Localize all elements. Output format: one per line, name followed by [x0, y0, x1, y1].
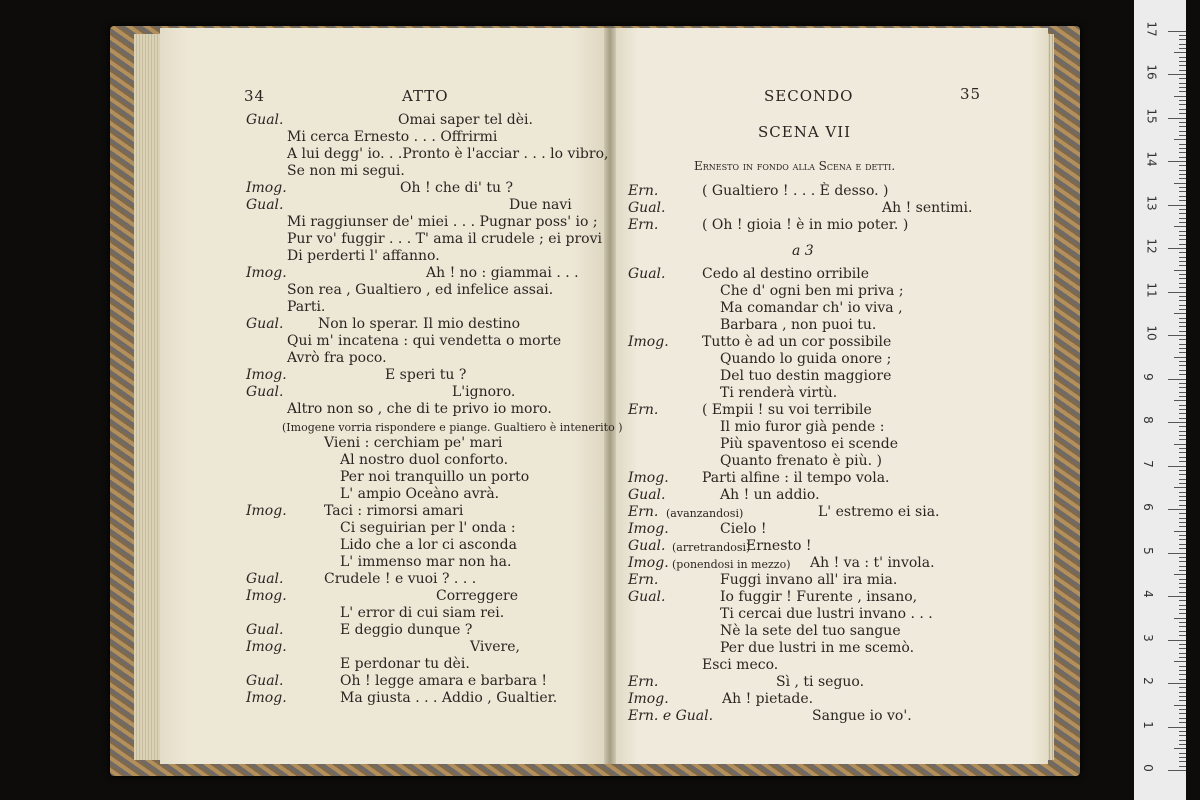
speaker-label: Gual. — [246, 622, 284, 638]
ruler-tick — [1179, 235, 1186, 236]
ruler-tick — [1179, 731, 1186, 732]
speaker-label: Imog. — [246, 180, 287, 196]
ruler-tick — [1179, 352, 1186, 353]
ruler-tick — [1174, 313, 1186, 314]
ruler-tick — [1179, 196, 1186, 197]
verse-line: Il mio furor già pende : — [720, 419, 885, 435]
ruler-tick — [1179, 144, 1186, 145]
ruler-tick — [1174, 574, 1186, 575]
verse-line: Che d' ogni ben mi priva ; — [720, 283, 904, 299]
ruler-tick — [1174, 531, 1186, 532]
ruler-tick — [1168, 379, 1186, 380]
speaker-label: Imog. — [628, 334, 669, 350]
ruler-tick — [1179, 157, 1186, 158]
measuring-ruler — [1134, 0, 1186, 800]
ruler-tick — [1179, 413, 1186, 414]
verse-line: Del tuo destin maggiore — [720, 368, 892, 384]
ruler-tick — [1179, 418, 1186, 419]
ruler-label: 0 — [1140, 764, 1155, 772]
ruler-tick — [1179, 35, 1186, 36]
ruler-tick — [1168, 248, 1186, 249]
ruler-tick — [1179, 670, 1186, 671]
ruler-tick — [1179, 679, 1186, 680]
verse-line: Cedo al destino orribile — [702, 266, 870, 282]
ruler-tick — [1174, 139, 1186, 140]
ruler-tick — [1168, 509, 1186, 510]
ruler-tick — [1179, 526, 1186, 527]
ruler-tick — [1179, 104, 1186, 105]
ruler-tick — [1179, 309, 1186, 310]
ruler-tick — [1179, 278, 1186, 279]
verse-line: Sì , ti seguo. — [776, 674, 865, 690]
ruler-tick — [1179, 687, 1186, 688]
speaker-label: Ern. — [628, 402, 659, 418]
ruler-tick — [1179, 518, 1186, 519]
ruler-tick — [1179, 718, 1186, 719]
verse-line: Crudele ! e vuoi ? . . . — [324, 571, 477, 587]
verse-line: Pur vo' fuggir . . . T' ama il crudele ; ei provi — [287, 231, 602, 247]
ruler-label: 13 — [1144, 194, 1159, 211]
ruler-tick — [1179, 522, 1186, 523]
verse-line: Esci meco. — [702, 657, 779, 673]
ruler-tick — [1168, 205, 1186, 206]
ruler-label: 10 — [1144, 325, 1159, 341]
ruler-label: 16 — [1144, 64, 1159, 80]
a-tre-marker: a 3 — [792, 243, 814, 259]
ruler-tick — [1179, 674, 1186, 675]
ruler-tick — [1179, 339, 1186, 340]
ruler-tick — [1168, 466, 1186, 467]
ruler-tick — [1179, 566, 1186, 567]
ruler-tick — [1179, 409, 1186, 410]
speaker-label: Imog. — [628, 521, 669, 537]
verse-line: Se non mi segui. — [287, 163, 405, 179]
verse-line: Ci seguirian per l' onda : — [340, 520, 516, 536]
ruler-tick — [1179, 383, 1186, 384]
speaker-label: Imog. — [246, 503, 287, 519]
ruler-tick — [1179, 757, 1186, 758]
ruler-tick — [1179, 644, 1186, 645]
ruler-tick — [1179, 609, 1186, 610]
verse-line: E deggio dunque ? — [340, 622, 473, 638]
speaker-label: Imog. — [628, 691, 669, 707]
verse-line: L' error di cui siam rei. — [340, 605, 505, 621]
ruler-tick — [1179, 626, 1186, 627]
speaker-label: Gual. — [246, 112, 284, 128]
ruler-tick — [1179, 100, 1186, 101]
speaker-label: Gual. — [628, 200, 666, 216]
ruler-tick — [1174, 357, 1186, 358]
verse-line: Ah ! va : t' invola. — [810, 555, 935, 571]
ruler-tick — [1179, 365, 1186, 366]
ruler-tick — [1179, 500, 1186, 501]
ruler-label: 6 — [1140, 503, 1155, 511]
speaker-label: Imog. — [246, 690, 287, 706]
ruler-tick — [1179, 713, 1186, 714]
ruler-label: 9 — [1140, 372, 1155, 381]
ruler-tick — [1179, 122, 1186, 123]
verse-line: L' estremo ei sia. — [818, 504, 940, 520]
verse-line: Mi cerca Ernesto . . . Offrirmi — [287, 129, 498, 145]
verse-line: Per noi tranquillo un porto — [340, 469, 530, 485]
ruler-tick — [1179, 222, 1186, 223]
ruler-tick — [1179, 600, 1186, 601]
ruler-tick — [1174, 400, 1186, 401]
verse-line: Oh ! che di' tu ? — [400, 180, 513, 196]
verse-line: Al nostro duol conforto. — [340, 452, 509, 468]
ruler-label: 1 — [1140, 720, 1155, 729]
verse-line: Correggere — [436, 588, 518, 604]
ruler-tick — [1174, 618, 1186, 619]
ruler-tick — [1179, 239, 1186, 240]
ruler-tick — [1174, 748, 1186, 749]
ruler-tick — [1168, 770, 1186, 771]
verse-line: Tutto è ad un cor possibile — [702, 334, 892, 350]
speaker-label: Ern. — [628, 183, 659, 199]
ruler-tick — [1179, 113, 1186, 114]
ruler-tick — [1179, 448, 1186, 449]
stage-direction: (avanzandosi) — [666, 507, 744, 520]
ruler-tick — [1179, 126, 1186, 127]
verse-line: Io fuggir ! Furente , insano, — [720, 589, 918, 605]
ruler-tick — [1179, 39, 1186, 40]
ruler-tick — [1168, 640, 1186, 641]
ruler-tick — [1179, 274, 1186, 275]
ruler-tick — [1179, 483, 1186, 484]
verse-line: Avrò fra poco. — [287, 350, 387, 366]
ruler-tick — [1179, 635, 1186, 636]
ruler-tick — [1168, 31, 1186, 32]
ruler-tick — [1179, 131, 1186, 132]
ruler-tick — [1168, 596, 1186, 597]
verse-line: E perdonar tu dèi. — [340, 656, 470, 672]
ruler-tick — [1174, 183, 1186, 184]
ruler-tick — [1179, 191, 1186, 192]
verse-line: Sangue io vo'. — [812, 708, 912, 724]
ruler-tick — [1179, 548, 1186, 549]
ruler-tick — [1168, 727, 1186, 728]
ruler-tick — [1179, 257, 1186, 258]
speaker-label: Imog. — [246, 588, 287, 604]
verse-line: L' immenso mar non ha. — [340, 554, 512, 570]
ruler-tick — [1168, 74, 1186, 75]
verse-line: Vieni : cerchiam pe' mari — [324, 435, 503, 451]
ruler-label: 14 — [1144, 151, 1159, 167]
ruler-label: 3 — [1140, 633, 1155, 642]
ruler-tick — [1179, 392, 1186, 393]
speaker-label: Imog. — [628, 470, 669, 486]
ruler-tick — [1179, 766, 1186, 767]
ruler-tick — [1179, 631, 1186, 632]
speaker-label: Gual. — [246, 384, 284, 400]
right-page-number: 35 — [960, 85, 982, 103]
ruler-tick — [1179, 435, 1186, 436]
ruler-tick — [1179, 622, 1186, 623]
verse-line: Ernesto ! — [746, 538, 812, 554]
ruler-tick — [1179, 305, 1186, 306]
ruler-tick — [1179, 753, 1186, 754]
verse-line: Mi raggiunser de' miei . . . Pugnar poss' io ; — [287, 214, 598, 230]
ruler-tick — [1179, 87, 1186, 88]
ruler-tick — [1179, 461, 1186, 462]
ruler-tick — [1179, 657, 1186, 658]
verse-line: A lui degg' io. . .Pronto è l'acciar . . . lo vibro, — [287, 146, 609, 162]
verse-line: Qui m' incatena : qui vendetta o morte — [287, 333, 562, 349]
ruler-tick — [1179, 91, 1186, 92]
ruler-tick — [1179, 174, 1186, 175]
ruler-label: 8 — [1140, 416, 1155, 424]
ruler-tick — [1179, 344, 1186, 345]
verse-line: Taci : rimorsi amari — [324, 503, 464, 519]
ruler-tick — [1179, 539, 1186, 540]
ruler-tick — [1179, 605, 1186, 606]
ruler-tick — [1179, 178, 1186, 179]
ruler-label: 5 — [1140, 546, 1155, 555]
verse-line: Ah ! no : giammai . . . — [426, 265, 579, 281]
ruler-tick — [1168, 335, 1186, 336]
ruler-tick — [1179, 200, 1186, 201]
ruler-tick — [1179, 535, 1186, 536]
ruler-tick — [1168, 683, 1186, 684]
speaker-label: Ern. — [628, 674, 659, 690]
verse-line: Altro non so , che di te privo io moro. — [287, 401, 552, 417]
verse-line: Non lo sperar. Il mio destino — [318, 316, 521, 332]
ruler-tick — [1179, 83, 1186, 84]
speaker-label: Gual. — [246, 571, 284, 587]
ruler-label: 4 — [1140, 590, 1155, 598]
verse-line: Fuggi invano all' ira mia. — [720, 572, 898, 588]
verse-line: Oh ! legge amara e barbara ! — [340, 673, 548, 689]
ruler-tick — [1179, 474, 1186, 475]
ruler-tick — [1179, 496, 1186, 497]
ruler-tick — [1174, 444, 1186, 445]
ruler-tick — [1179, 744, 1186, 745]
ruler-tick — [1179, 70, 1186, 71]
ruler-tick — [1179, 722, 1186, 723]
right-running-head: SECONDO — [764, 87, 854, 105]
verse-line: Ah ! sentimi. — [882, 200, 973, 216]
speaker-label: Ern. — [628, 504, 659, 520]
ruler-tick — [1179, 170, 1186, 171]
ruler-tick — [1179, 152, 1186, 153]
ruler-tick — [1179, 165, 1186, 166]
ruler-tick — [1179, 300, 1186, 301]
ruler-tick — [1174, 661, 1186, 662]
ruler-label: 17 — [1144, 20, 1159, 37]
stage-direction: (arretrandosi) — [672, 541, 751, 554]
verse-line: E speri tu ? — [385, 367, 467, 383]
scene-title: SCENA VII — [758, 123, 852, 141]
ruler-tick — [1179, 648, 1186, 649]
verse-line: ( Gualtiero ! . . . È desso. ) — [702, 183, 889, 199]
ruler-tick — [1179, 48, 1186, 49]
ruler-tick — [1179, 613, 1186, 614]
ruler-tick — [1179, 296, 1186, 297]
ruler-tick — [1179, 109, 1186, 110]
speaker-label: Imog. — [628, 555, 669, 571]
ruler-tick — [1179, 361, 1186, 362]
verse-line: Ti cercai due lustri invano . . . — [720, 606, 933, 622]
ruler-label: 11 — [1144, 281, 1159, 298]
verse-line: Vivere, — [470, 639, 520, 655]
ruler-tick — [1179, 761, 1186, 762]
ruler-tick — [1179, 370, 1186, 371]
ruler-tick — [1179, 696, 1186, 697]
ruler-tick — [1168, 553, 1186, 554]
ruler-label: 7 — [1140, 459, 1155, 468]
book-gutter — [604, 28, 616, 764]
speaker-label: Ern. — [628, 217, 659, 233]
ruler-tick — [1179, 457, 1186, 458]
speaker-label: Imog. — [246, 367, 287, 383]
verse-line: Parti. — [287, 299, 326, 315]
ruler-tick — [1179, 583, 1186, 584]
ruler-tick — [1179, 287, 1186, 288]
ruler-tick — [1179, 513, 1186, 514]
ruler-tick — [1179, 592, 1186, 593]
ruler-tick — [1174, 705, 1186, 706]
speaker-label: Imog. — [246, 639, 287, 655]
verse-line: Più spaventoso ei scende — [720, 436, 898, 452]
ruler-tick — [1179, 261, 1186, 262]
verse-line: Ma giusta . . . Addio , Gualtier. — [340, 690, 558, 706]
ruler-tick — [1179, 405, 1186, 406]
ruler-tick — [1179, 579, 1186, 580]
ruler-tick — [1179, 452, 1186, 453]
scene-stage-direction: Ernesto in fondo alla Scena e detti. — [694, 159, 896, 173]
verse-line: Di perderti l' affanno. — [287, 248, 440, 264]
ruler-tick — [1179, 709, 1186, 710]
ruler-tick — [1179, 561, 1186, 562]
ruler-tick — [1179, 57, 1186, 58]
ruler-tick — [1179, 318, 1186, 319]
ruler-tick — [1179, 283, 1186, 284]
verse-line: Ma comandar ch' io viva , — [720, 300, 903, 316]
ruler-tick — [1179, 244, 1186, 245]
ruler-tick — [1179, 426, 1186, 427]
ruler-tick — [1174, 226, 1186, 227]
ruler-tick — [1179, 666, 1186, 667]
ruler-tick — [1174, 52, 1186, 53]
ruler-tick — [1179, 61, 1186, 62]
stage-direction: (ponendosi in mezzo) — [672, 558, 791, 571]
ruler-label: 12 — [1144, 238, 1159, 254]
ruler-tick — [1179, 505, 1186, 506]
ruler-tick — [1179, 78, 1186, 79]
speaker-label: Ern. e Gual. — [628, 708, 714, 724]
speaker-label: Gual. — [628, 266, 666, 282]
ruler-tick — [1168, 161, 1186, 162]
ruler-tick — [1179, 387, 1186, 388]
verse-line: Ah ! pietade. — [722, 691, 814, 707]
ruler-tick — [1179, 740, 1186, 741]
verse-line: Quanto frenato è più. ) — [720, 453, 882, 469]
verse-line: Ah ! un addio. — [720, 487, 820, 503]
ruler-tick — [1179, 252, 1186, 253]
ruler-tick — [1179, 470, 1186, 471]
ruler-tick — [1179, 479, 1186, 480]
ruler-tick — [1179, 439, 1186, 440]
speaker-label: Gual. — [246, 673, 284, 689]
ruler-tick — [1179, 213, 1186, 214]
ruler-tick — [1179, 331, 1186, 332]
ruler-tick — [1179, 231, 1186, 232]
ruler-tick — [1179, 570, 1186, 571]
verse-line: Per due lustri in me scemò. — [720, 640, 915, 656]
speaker-label: Imog. — [246, 265, 287, 281]
speaker-label: Ern. — [628, 572, 659, 588]
ruler-label: 15 — [1144, 107, 1159, 124]
ruler-tick — [1179, 44, 1186, 45]
ruler-tick — [1179, 135, 1186, 136]
ruler-tick — [1179, 374, 1186, 375]
verse-line: Parti alfine : il tempo vola. — [702, 470, 890, 486]
ruler-tick — [1179, 492, 1186, 493]
verse-line: Nè la sete del tuo sangue — [720, 623, 901, 639]
ruler-tick — [1168, 422, 1186, 423]
ruler-label: 2 — [1140, 677, 1155, 685]
ruler-tick — [1168, 292, 1186, 293]
ruler-tick — [1179, 148, 1186, 149]
speaker-label: Gual. — [246, 316, 284, 332]
ruler-tick — [1179, 187, 1186, 188]
speaker-label: Gual. — [628, 487, 666, 503]
ruler-tick — [1174, 270, 1186, 271]
speaker-label: Gual. — [628, 589, 666, 605]
speaker-label: Gual. — [628, 538, 666, 554]
speaker-label: Gual. — [246, 197, 284, 213]
ruler-tick — [1179, 265, 1186, 266]
verse-line: L' ampio Oceàno avrà. — [340, 486, 500, 502]
ruler-tick — [1179, 209, 1186, 210]
ruler-tick — [1179, 700, 1186, 701]
ruler-tick — [1179, 322, 1186, 323]
verse-line: ( Oh ! gioia ! è in mio poter. ) — [702, 217, 909, 233]
ruler-tick — [1179, 735, 1186, 736]
ruler-tick — [1179, 557, 1186, 558]
ruler-tick — [1179, 653, 1186, 654]
ruler-tick — [1179, 326, 1186, 327]
ruler-tick — [1179, 348, 1186, 349]
ruler-tick — [1174, 487, 1186, 488]
ruler-tick — [1168, 118, 1186, 119]
verse-line: Barbara , non puoi tu. — [720, 317, 877, 333]
left-running-head: ATTO — [402, 87, 449, 105]
ruler-tick — [1179, 544, 1186, 545]
ruler-tick — [1174, 96, 1186, 97]
left-page-number: 34 — [244, 87, 266, 105]
ruler-tick — [1179, 396, 1186, 397]
verse-line: Quando lo guida onore ; — [720, 351, 892, 367]
verse-line: Lido che a lor ci asconda — [340, 537, 517, 553]
verse-line: ( Empii ! su voi terribile — [702, 402, 872, 418]
verse-line: L'ignoro. — [452, 384, 516, 400]
ruler-tick — [1179, 431, 1186, 432]
ruler-tick — [1179, 692, 1186, 693]
verse-line: Omai saper tel dèi. — [398, 112, 533, 128]
stage-direction: (Imogene vorria rispondere e piange. Gualtiero è intenerito ) — [282, 421, 623, 434]
verse-line: Cielo ! — [720, 521, 767, 537]
verse-line: Son rea , Gualtiero , ed infelice assai. — [287, 282, 554, 298]
verse-line: Ti renderà virtù. — [720, 385, 838, 401]
ruler-tick — [1179, 65, 1186, 66]
ruler-tick — [1179, 218, 1186, 219]
ruler-tick — [1179, 587, 1186, 588]
verse-line: Due navi — [509, 197, 572, 213]
